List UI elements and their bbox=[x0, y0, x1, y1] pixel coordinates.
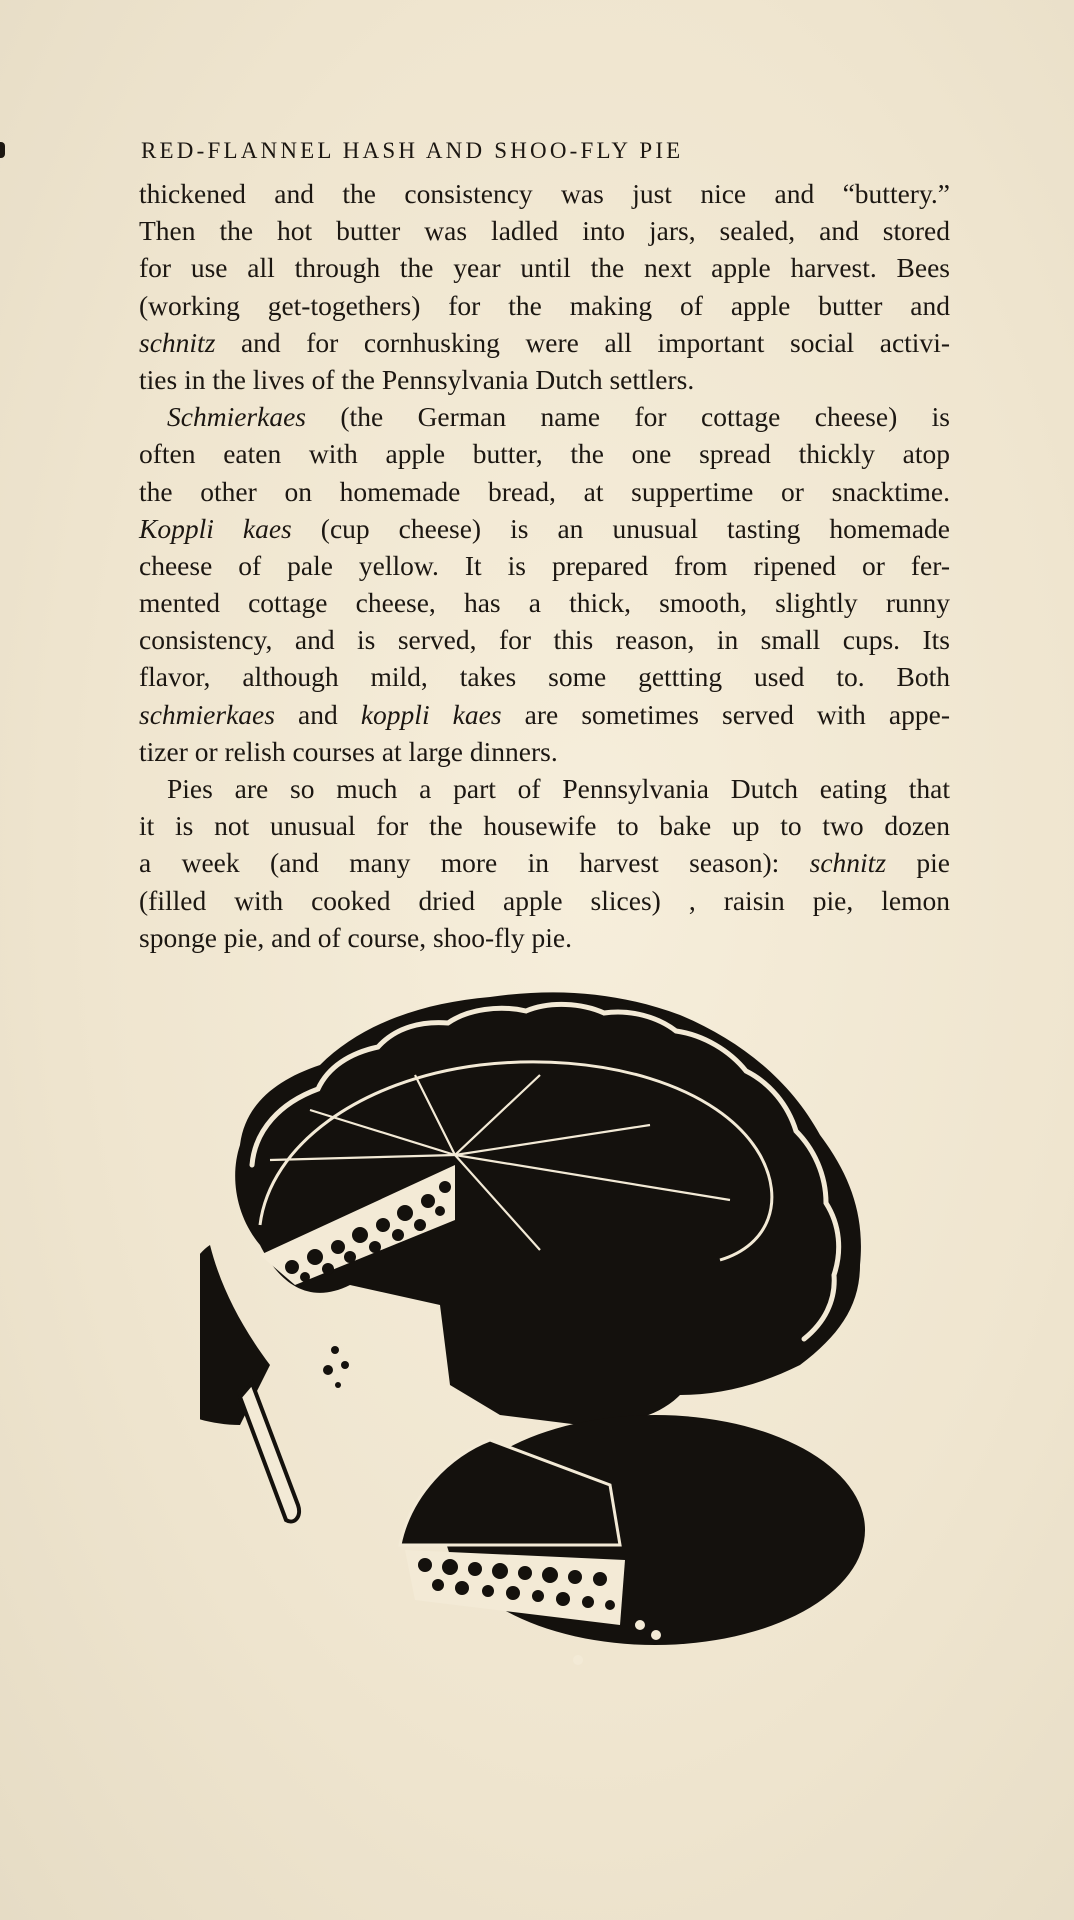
text-run: pie bbox=[886, 847, 950, 879]
text-line bbox=[139, 844, 950, 881]
body-text bbox=[139, 175, 950, 956]
text-run: thickened and the consistency was just nice and “buttery.” bbox=[139, 178, 950, 209]
italic-term: schmierkaes bbox=[139, 698, 275, 730]
text-run: ties in the lives of the Pennsylvania Dutch settlers. bbox=[139, 363, 695, 395]
text-run: the other on homemade bread, at suppertime or snacktime. bbox=[139, 475, 950, 507]
text-run: mented cottage cheese, has a thick, smooth, slightly runny bbox=[139, 587, 950, 619]
text-line bbox=[139, 175, 950, 212]
running-head: RED-FLANNEL HASH AND SHOO-FLY PIE bbox=[141, 138, 684, 163]
pie-crust-outline bbox=[235, 992, 861, 1425]
text-run: and bbox=[274, 698, 361, 730]
text-run: it is not unusual for the housewife to bake up to two dozen bbox=[139, 810, 950, 842]
text-run: for use all through the year until the next apple harvest. Bees bbox=[139, 252, 950, 284]
text-line bbox=[139, 658, 950, 695]
shoo-fly-pie-illustration bbox=[200, 985, 900, 1705]
text-line bbox=[139, 510, 950, 547]
text-line bbox=[139, 212, 950, 249]
italic-term: koppli kaes bbox=[360, 698, 502, 730]
text-run: sponge pie, and of course, shoo-fly pie. bbox=[139, 921, 573, 953]
italic-term: Koppli kaes bbox=[139, 512, 292, 544]
text-line bbox=[139, 287, 950, 324]
italic-term: Schmierkaes bbox=[167, 401, 306, 433]
text-line bbox=[139, 249, 950, 286]
text-line bbox=[139, 733, 950, 770]
text-line bbox=[139, 770, 950, 807]
text-line bbox=[139, 324, 950, 361]
text-run: (the German name for cottage cheese) is bbox=[305, 401, 950, 433]
text-run: flavor, although mild, takes some gettting used to. Both bbox=[139, 661, 950, 693]
text-run: a week (and many more in harvest season): bbox=[139, 847, 810, 879]
text-run: often eaten with apple butter, the one spread thickly atop bbox=[139, 438, 950, 470]
text-line bbox=[139, 398, 950, 435]
text-line bbox=[139, 696, 950, 733]
text-line bbox=[139, 584, 950, 621]
text-run: are sometimes served with appe- bbox=[501, 698, 950, 730]
pie-server-handle bbox=[240, 1383, 299, 1522]
text-line bbox=[139, 621, 950, 658]
text-line bbox=[139, 807, 950, 844]
text-run: Then the hot butter was ladled into jars, sealed, and stored bbox=[139, 215, 950, 247]
page-edge-mark bbox=[0, 142, 5, 158]
crumbs bbox=[323, 1346, 349, 1388]
text-run: (working get-togethers) for the making of apple butter and bbox=[139, 289, 950, 321]
text-line bbox=[139, 473, 950, 510]
text-run: and for cornhusking were all important social activi- bbox=[215, 326, 950, 358]
text-line bbox=[139, 882, 950, 919]
italic-term: schnitz bbox=[139, 326, 216, 358]
text-line bbox=[139, 919, 950, 956]
text-line bbox=[139, 361, 950, 398]
text-line bbox=[139, 435, 950, 472]
italic-term: schnitz bbox=[809, 847, 887, 879]
text-line bbox=[139, 547, 950, 584]
text-run: (filled with cooked dried apple slices) , raisin pie, lemon bbox=[139, 884, 950, 916]
text-run: Pies are so much a part of Pennsylvania Dutch eating that bbox=[167, 773, 950, 804]
text-run: consistency, and is served, for this reason, in small cups. Its bbox=[139, 624, 950, 656]
text-run: cheese of pale yellow. It is prepared from ripened or fer- bbox=[139, 549, 950, 581]
text-run: tizer or relish courses at large dinners. bbox=[139, 735, 558, 767]
text-run: (cup cheese) is an unusual tasting homemade bbox=[291, 512, 950, 544]
